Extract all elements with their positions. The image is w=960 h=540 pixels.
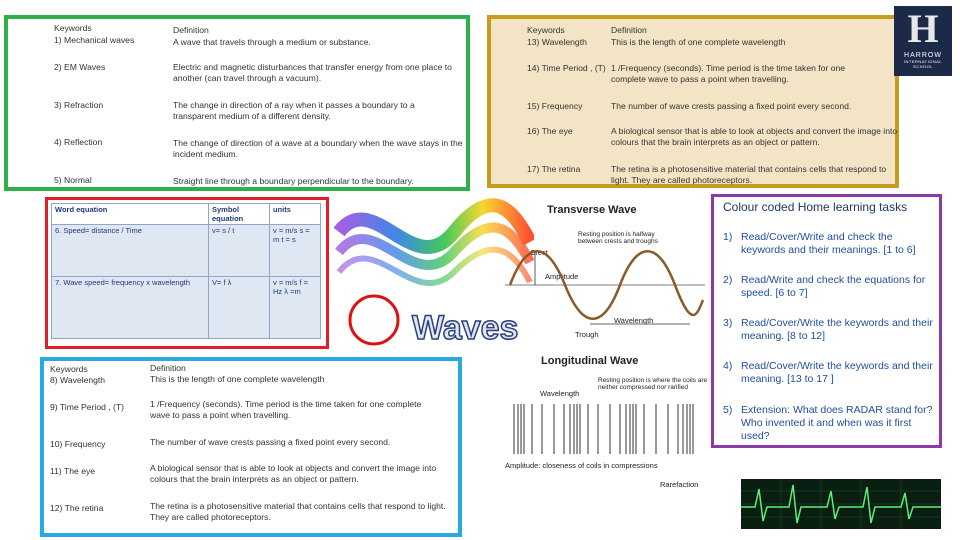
logo-subtitle: INTERNATIONAL SCHOOL (903, 59, 943, 69)
wavelength-label: Wavelength (614, 316, 654, 325)
logo-name: HARROW (904, 52, 942, 59)
keywords-table-gold (487, 15, 899, 188)
eq-row-6-units: v = m/s s = m t = s (270, 225, 321, 277)
eq-row-6-symbol: v= s / t (209, 225, 270, 277)
gold-row-13-keyword: 13) Wavelength (527, 37, 587, 47)
waves-title: Waves (412, 309, 519, 347)
eq-header-symbol: Symbol equation (209, 204, 270, 225)
task-number: 5) (723, 404, 733, 416)
blue-row-11-definition: A biological sensor that is able to look at objects and convert the image into colours that the brain interprets as an object or pattern. (150, 463, 437, 484)
green-row-2-keyword: 2) EM Waves (54, 62, 106, 72)
green-row-1-definition: A wave that travels through a medium or substance. (173, 37, 371, 47)
gold-row-16-keyword: 16) The eye (527, 126, 573, 136)
blue-row-12-keyword: 12) The retina (50, 503, 104, 513)
blue-row-8-keyword: 8) Wavelength (50, 375, 106, 385)
waves-illustration (334, 192, 534, 352)
gold-row-14-definition: 1 /Frequency (seconds). Time period is the time taken for one complete wave to pass a point when travelling. (611, 63, 846, 84)
eq-header-units: units (270, 204, 321, 225)
blue-row-10-definition: The number of wave crests passing a fixed point every second. (150, 437, 391, 447)
green-row-5-definition: Straight line through a boundary perpendicular to the boundary. (173, 176, 414, 186)
green-row-2-definition: Electric and magnetic disturbances that transfer energy from one place to another (can travel through a vacuum). (173, 62, 452, 83)
blue-header-definition: Definition (150, 363, 186, 373)
green-row-4-definition: The change of direction of a wave at a boundary when the wave stays in the incident medium. (173, 138, 463, 159)
blue-row-12-definition: The retina is a photosensitive material that contains cells that respond to light. They are called photoreceptors. (150, 501, 446, 522)
task-number: 2) (723, 274, 733, 286)
eq-header-word: Word equation (52, 204, 209, 225)
task-text: Extension: What does RADAR stand for? Who invented it and when was it first used? (741, 404, 933, 442)
gold-row-17-definition: The retina is a photosensitive material that contains cells that respond to light. They are called photoreceptors. (611, 164, 887, 185)
keywords-table-blue (40, 357, 462, 537)
gold-row-16-definition: A biological sensor that is able to look at objects and convert the image into colours that the brain interprets as an object or pattern. (611, 126, 898, 147)
blue-row-9-definition: 1 /Frequency (seconds). Time period is the time taken for one complete wave to pass a point when travelling. (150, 399, 422, 420)
task-number: 3) (723, 317, 733, 329)
equations-grid (51, 203, 321, 339)
surfer-icon (350, 296, 398, 344)
gold-row-14-keyword: 14) Time Period , (T) (527, 63, 606, 73)
tasks-title: Colour coded Home learning tasks (723, 200, 908, 214)
longitudinal-coils-svg (510, 398, 710, 460)
longitudinal-note: Resting position is where the coils are neither compressed nor rarified (598, 377, 708, 391)
task-text: Read/Cover/Write the keywords and their meaning. [8 to 12] (741, 317, 933, 342)
task-text: Read/Write and check the equations for speed. [6 to 7] (741, 274, 926, 299)
blue-row-8-definition: This is the length of one complete wavelength (150, 374, 325, 384)
eq-row-7-units: v = m/s f = Hz λ =m (270, 277, 321, 339)
transverse-note: Resting position is halfway between crests and troughs (578, 231, 658, 245)
blue-row-10-keyword: 10) Frequency (50, 439, 106, 449)
green-header-definition: Definition (173, 25, 209, 35)
gold-row-17-keyword: 17) The retina (527, 164, 581, 174)
green-row-4-keyword: 4) Reflection (54, 137, 103, 147)
green-row-3-definition: The change in direction of a ray when it passes a boundary to a transparent medium of a different density. (173, 100, 415, 121)
task-number: 1) (723, 231, 733, 243)
longitudinal-title: Longitudinal Wave (541, 355, 639, 367)
school-logo (894, 6, 952, 76)
blue-row-11-keyword: 11) The eye (50, 466, 96, 476)
rainbow-waves-graphic (339, 205, 530, 283)
eq-row-7-symbol: V= f λ (209, 277, 270, 339)
task-number: 4) (723, 360, 733, 372)
crest-label: Crest (530, 248, 548, 257)
equations-table (45, 197, 329, 349)
gold-row-15-keyword: 15) Frequency (527, 101, 583, 111)
radar-trace-image (741, 479, 941, 529)
gold-row-13-definition: This is the length of one complete wavelength (611, 37, 786, 47)
longitudinal-amplitude-label: Amplitude: closeness of coils in compressions (505, 461, 658, 470)
gold-header-definition: Definition (611, 25, 647, 35)
longitudinal-wavelength-label: Wavelength (540, 389, 580, 398)
green-row-1-keyword: 1) Mechanical waves (54, 35, 135, 45)
eq-row-7-word: 7. Wave speed= frequency x wavelength (52, 277, 209, 339)
amplitude-label: Amplitude (545, 272, 579, 281)
task-text: Read/Cover/Write the keywords and their meaning. [13 to 17 ] (741, 360, 933, 385)
blue-header-keyword: Keywords (50, 364, 88, 374)
gold-header-keyword: Keywords (527, 25, 565, 35)
eq-row-6-word: 6. Speed= distance / Time (52, 225, 209, 277)
green-row-3-keyword: 3) Refraction (54, 100, 104, 110)
blue-row-9-keyword: 9) Time Period , (T) (50, 402, 125, 412)
keywords-table-green (4, 15, 470, 191)
rarefaction-label: Rarefaction (660, 480, 699, 489)
gold-row-15-definition: The number of wave crests passing a fixed point every second. (611, 101, 852, 111)
green-row-5-keyword: 5) Normal (54, 175, 92, 185)
transverse-wave-svg (505, 240, 705, 340)
task-text: Read/Cover/Write and check the keywords and their meanings. [1 to 6] (741, 231, 916, 256)
logo-letter: H (907, 6, 939, 51)
green-header-keyword: Keywords (54, 23, 92, 33)
transverse-title: Transverse Wave (547, 204, 637, 216)
trough-label: Trough (575, 330, 599, 339)
